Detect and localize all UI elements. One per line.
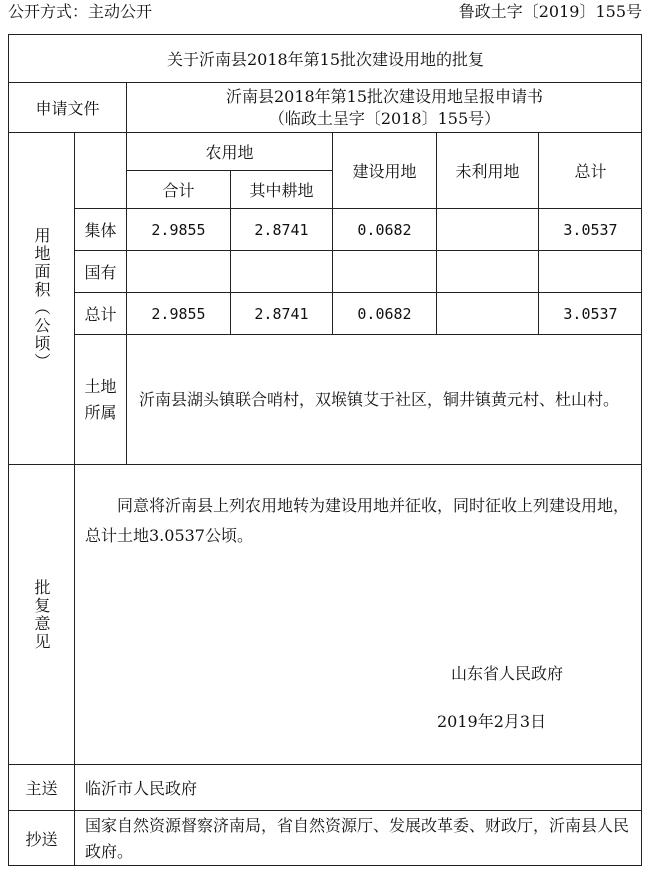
- area-cell-cultivated: [230, 292, 332, 334]
- land-area-label: 用地面积（公顷）: [32, 226, 51, 371]
- total-header-text: 总计: [574, 162, 607, 181]
- main-recipient-label: 主送: [25, 779, 58, 798]
- disclosure-method: 公开方式：主动公开: [8, 2, 153, 21]
- area-value-cultivated: 2.8741: [254, 220, 309, 239]
- main-recipient-value-cell: [74, 764, 642, 810]
- area-cell-unused: [436, 208, 538, 250]
- ownership-label-cell: [74, 334, 126, 464]
- land-area-label-cell: [8, 132, 74, 464]
- cultivated-header: [230, 170, 332, 208]
- approval-label-cell: [8, 464, 74, 764]
- area-value-cultivated: 2.8741: [254, 304, 309, 323]
- document-title: [8, 34, 642, 82]
- area-value-total: 3.0537: [563, 304, 618, 323]
- area-value-subtotal: 2.9855: [151, 220, 206, 239]
- area-cell-unused: [436, 292, 538, 334]
- area-cell-construction: [332, 292, 436, 334]
- area-cell-label: [74, 208, 126, 250]
- area-cell-unused: [436, 250, 538, 292]
- document-title-text: 关于沂南县2018年第15批次建设用地的批复: [166, 50, 485, 69]
- cc-label-cell: [8, 810, 74, 866]
- area-value-subtotal: 2.9855: [151, 304, 206, 323]
- area-cell-total: [538, 250, 642, 292]
- area-cell-subtotal: [126, 208, 230, 250]
- approval-text: 同意将沂南县上列农用地转为建设用地并征收，同时征收上列建设用地，总计土地3.0537公顷。: [85, 496, 630, 545]
- area-cell-subtotal: [126, 292, 230, 334]
- ownership-value-cell: [126, 334, 642, 464]
- ownership-text: 沂南县湖头镇联合哨村，双堠镇艾于社区，铜井镇黄元村、杜山村。: [139, 389, 620, 409]
- area-value-construction: 0.0682: [357, 220, 412, 239]
- area-cell-construction: [332, 250, 436, 292]
- unused-header: [436, 132, 538, 208]
- area-cell-label: [74, 250, 126, 292]
- cultivated-header-text: 其中耕地: [249, 181, 314, 200]
- cc-value-cell: [74, 810, 642, 866]
- subtotal-header-text: 合计: [162, 181, 195, 200]
- area-cell-construction: [332, 208, 436, 250]
- construction-header: [332, 132, 436, 208]
- farmland-header-text: 农用地: [205, 143, 254, 162]
- application-label-cell: [8, 82, 126, 132]
- main-recipient-value: 临沂市人民政府: [85, 779, 198, 798]
- approval-label: 批复意见: [32, 578, 51, 651]
- area-value-total: 3.0537: [563, 220, 618, 239]
- cc-value: 国家自然资源督察济南局，省自然资源厅、发展改革委、财政厅，沂南县人民政府。: [85, 815, 630, 861]
- main-recipient-label-cell: [8, 764, 74, 810]
- approval-date: 2019年2月3日: [437, 712, 547, 731]
- area-cell-total: [538, 292, 642, 334]
- area-row-label: 总计: [84, 305, 117, 324]
- farmland-header: [126, 132, 332, 170]
- cc-label: 抄送: [25, 830, 58, 849]
- application-line-2: （临政土呈字〔2018〕155号）: [268, 108, 501, 128]
- ownership-label: 土地所属: [84, 376, 117, 422]
- area-cell-subtotal: [126, 250, 230, 292]
- subtotal-header: [126, 170, 230, 208]
- application-line-1: 沂南县2018年第15批次建设用地呈报申请书: [225, 86, 544, 106]
- document-number: 鲁政土字〔2019〕155号: [458, 2, 642, 21]
- area-cell-label: [74, 292, 126, 334]
- construction-header-text: 建设用地: [352, 162, 417, 181]
- approval-issuer: 山东省人民政府: [451, 664, 564, 683]
- total-header: [538, 132, 642, 208]
- area-row-label: 国有: [84, 263, 117, 282]
- application-value-cell: [126, 82, 642, 132]
- area-row-label: 集体: [84, 221, 117, 240]
- area-value-construction: 0.0682: [357, 304, 412, 323]
- application-label: 申请文件: [35, 99, 100, 118]
- unused-header-text: 未利用地: [455, 162, 520, 181]
- approval-content-cell: [74, 464, 642, 764]
- area-cell-total: [538, 208, 642, 250]
- area-cell-cultivated: [230, 208, 332, 250]
- area-cell-cultivated: [230, 250, 332, 292]
